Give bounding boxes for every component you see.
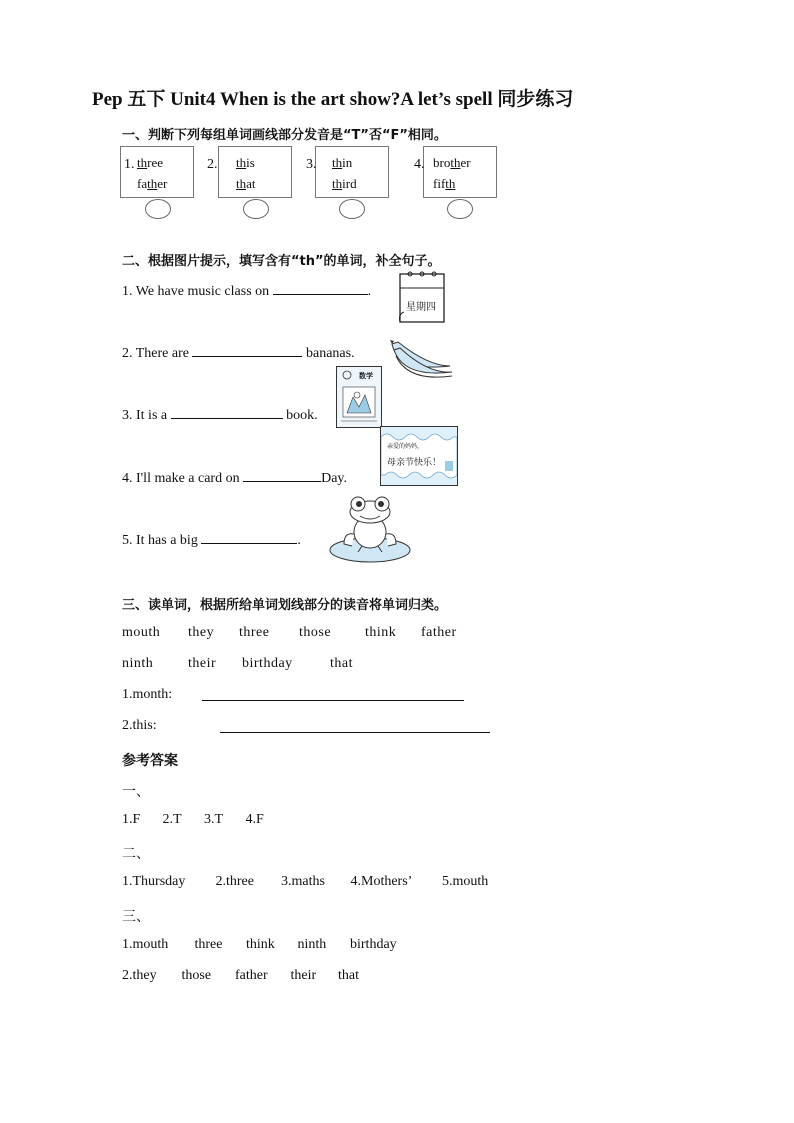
- answer-oval-2[interactable]: [243, 199, 269, 219]
- item-number: 1.: [124, 157, 135, 172]
- answer-item: 2.T: [162, 812, 182, 827]
- frog-icon: [326, 492, 412, 564]
- question-2-4: 4. I'll make a card on Day.: [122, 471, 348, 486]
- answer-blank[interactable]: [243, 469, 321, 482]
- answer-item: father: [235, 968, 268, 983]
- category-1: 1.month:: [122, 687, 173, 702]
- card-line-2: 母亲节快乐！: [387, 458, 442, 468]
- card-line-1: 亲爱的妈妈，: [387, 443, 424, 450]
- answer-item: 3.T: [204, 812, 224, 827]
- page-title: Pep 五下 Unit4 When is the art show?A let’s spell 同步练习: [92, 89, 574, 110]
- bananas-image: [388, 336, 456, 380]
- answer-item: 2.three: [215, 874, 254, 889]
- answer-item: their: [290, 968, 317, 983]
- answer-oval-4[interactable]: [447, 199, 473, 219]
- answer-blank[interactable]: [273, 282, 368, 295]
- word-bank-item: father: [421, 625, 457, 640]
- item-word-2a: this: [236, 155, 255, 170]
- calendar-text: 星期四: [406, 302, 436, 313]
- answers-section-1-label: 一、: [122, 785, 150, 800]
- mothers-day-card: [380, 426, 458, 486]
- answer-item: 1.mouth: [122, 937, 169, 952]
- word-bank-item: mouth: [122, 625, 161, 640]
- answers-section-3-row-1: [122, 937, 397, 953]
- answer-item: 4.Mothers’: [350, 874, 413, 889]
- word-bank-item: birthday: [242, 656, 293, 671]
- answer-blank[interactable]: [171, 406, 283, 419]
- section-3-heading: 三、读单词，根据所给单词划线部分的读音将单词归类。: [122, 598, 448, 613]
- question-2-3: 3. It is a book.: [122, 408, 318, 423]
- item-word-2b: that: [236, 176, 256, 191]
- book-title: 数学: [359, 372, 373, 380]
- word-bank-item: ninth: [122, 656, 154, 671]
- question-2-2: 2. There are bananas.: [122, 346, 355, 361]
- section-1-heading: 一、判断下列每组单词画线部分发音是“T”否“F”相同。: [122, 128, 447, 143]
- item-number: 4.: [414, 157, 425, 172]
- answer-item: 4.F: [245, 812, 264, 827]
- item-word-1b: father: [137, 176, 168, 191]
- item-word-4a: brother: [433, 155, 471, 170]
- word-bank-item: think: [365, 625, 397, 640]
- answer-item: 1.Thursday: [122, 874, 186, 889]
- category-1-blank[interactable]: [202, 700, 464, 701]
- book-image: [336, 366, 382, 428]
- answer-item: 5.mouth: [442, 874, 489, 889]
- category-2-blank[interactable]: [220, 732, 490, 733]
- item-number: 3.: [306, 157, 317, 172]
- word-bank-item: those: [299, 625, 332, 640]
- word-bank-row-1: [122, 625, 457, 641]
- answer-item: 1.F: [122, 812, 141, 827]
- word-bank-row-2: [122, 656, 353, 672]
- answer-item: those: [181, 968, 212, 983]
- item-word-1a: three: [137, 155, 163, 170]
- answer-item: 3.maths: [281, 874, 325, 889]
- answer-item: that: [338, 968, 359, 983]
- answer-blank[interactable]: [192, 344, 302, 357]
- answer-item: think: [246, 937, 275, 952]
- frog-image: [326, 492, 412, 564]
- answer-item: ninth: [297, 937, 327, 952]
- answer-item: birthday: [350, 937, 397, 952]
- question-2-1: 1. We have music class on .: [122, 284, 372, 299]
- banana-icon: [388, 336, 456, 380]
- answer-item: 2.they: [122, 968, 157, 983]
- answers-heading: 参考答案: [122, 753, 178, 769]
- calendar-image: [396, 268, 448, 326]
- answer-oval-1[interactable]: [145, 199, 171, 219]
- answers-section-2-label: 二、: [122, 847, 150, 862]
- answers-section-2: [122, 874, 488, 890]
- answer-blank[interactable]: [201, 531, 297, 544]
- answers-section-3-label: 三、: [122, 910, 150, 925]
- item-word-3a: thin: [332, 155, 353, 170]
- answers-section-3-row-2: [122, 968, 359, 984]
- item-word-4b: fifth: [433, 176, 456, 191]
- word-bank-item: they: [188, 625, 215, 640]
- item-word-3b: third: [332, 176, 357, 191]
- book-cover-icon: [337, 367, 381, 427]
- question-2-5: 5. It has a big .: [122, 533, 301, 548]
- calendar-icon: [396, 268, 448, 326]
- word-bank-item: their: [188, 656, 217, 671]
- word-bank-item: three: [239, 625, 270, 640]
- answer-item: three: [194, 937, 223, 952]
- word-bank-item: that: [330, 656, 353, 671]
- category-2: 2.this:: [122, 718, 157, 733]
- answer-oval-3[interactable]: [339, 199, 365, 219]
- section-2-heading: 二、根据图片提示，填写含有“th”的单词，补全句子。: [122, 254, 441, 269]
- item-number: 2.: [207, 157, 218, 172]
- answers-section-1: [122, 812, 264, 828]
